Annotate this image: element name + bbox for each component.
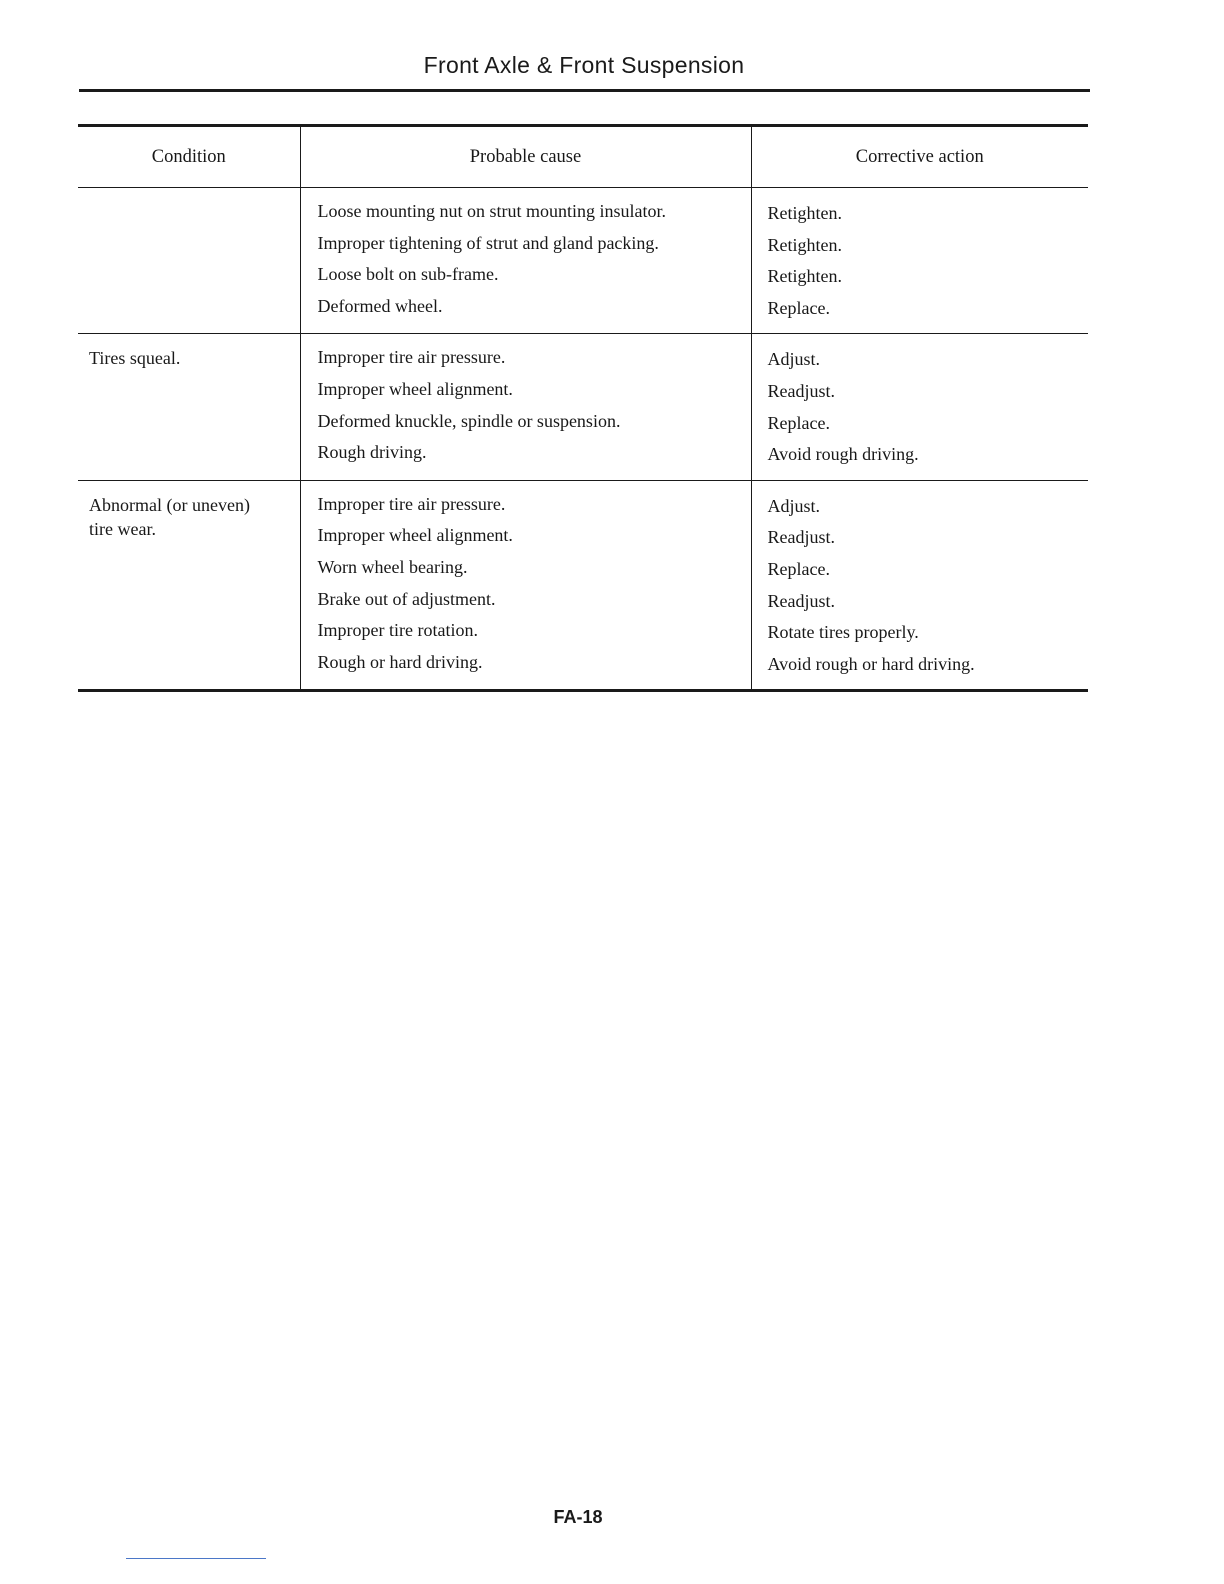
action-item: Readjust. [767, 590, 835, 611]
action-item: Retighten. [767, 203, 842, 223]
action-item: Readjust. [767, 527, 835, 548]
header-condition: Condition [151, 146, 226, 167]
bottom-rule [126, 1558, 266, 1559]
condition-cell [78, 480, 300, 691]
cause-item: Improper wheel alignment. [317, 378, 513, 399]
cause-item: Improper wheel alignment. [317, 525, 513, 546]
action-item: Replace. [767, 558, 830, 579]
page-number: FA-18 [553, 1507, 603, 1527]
condition-cell [78, 334, 300, 480]
condition-text [89, 196, 259, 200]
action-cell [751, 480, 1088, 691]
cause-item: Worn wheel bearing. [317, 556, 468, 577]
cause-item: Rough or hard driving. [317, 651, 483, 672]
condition-text: Abnormal (or uneven) tire wear. [89, 494, 250, 539]
action-cell [751, 188, 1088, 334]
table-row [78, 188, 1088, 334]
action-cell [751, 334, 1088, 480]
cause-item: Deformed wheel. [317, 295, 443, 316]
cause-cell [300, 480, 751, 691]
page-title: Front Axle & Front Suspension [423, 52, 745, 78]
action-item: Avoid rough driving. [767, 444, 919, 465]
condition-text: Tires squeal. [89, 348, 181, 369]
cause-item: Improper tire air pressure. [317, 347, 506, 368]
cause-item: Improper tire air pressure. [317, 493, 506, 514]
header-probable-cause: Probable cause [300, 126, 751, 188]
table-header-row [78, 126, 1088, 188]
action-item: Retighten. [767, 266, 842, 287]
cause-cell [300, 334, 751, 480]
cause-item: Loose mounting nut on strut mounting insulator. [317, 201, 666, 221]
action-item: Adjust. [767, 495, 821, 516]
condition-cell [78, 188, 300, 334]
title-rule [79, 89, 1090, 92]
table-row [78, 334, 1088, 480]
action-item: Retighten. [767, 234, 842, 255]
cause-item: Brake out of adjustment. [317, 588, 496, 609]
cause-item: Rough driving. [317, 442, 427, 463]
troubleshooting-table [78, 124, 1088, 692]
cause-item: Improper tire rotation. [317, 620, 478, 641]
action-item: Avoid rough or hard driving. [767, 653, 975, 674]
header-corrective-action: Corrective action [751, 126, 1088, 188]
action-item: Adjust. [767, 349, 821, 370]
action-item: Replace. [767, 297, 830, 318]
action-item: Replace. [767, 412, 830, 433]
cause-item: Loose bolt on sub-frame. [317, 264, 499, 285]
cause-cell [300, 188, 751, 334]
cause-item: Improper tightening of strut and gland packing. [317, 232, 659, 253]
cause-item: Deformed knuckle, spindle or suspension. [317, 410, 621, 431]
table-row [78, 480, 1088, 691]
action-item: Rotate tires properly. [767, 622, 919, 643]
action-item: Readjust. [767, 380, 835, 401]
